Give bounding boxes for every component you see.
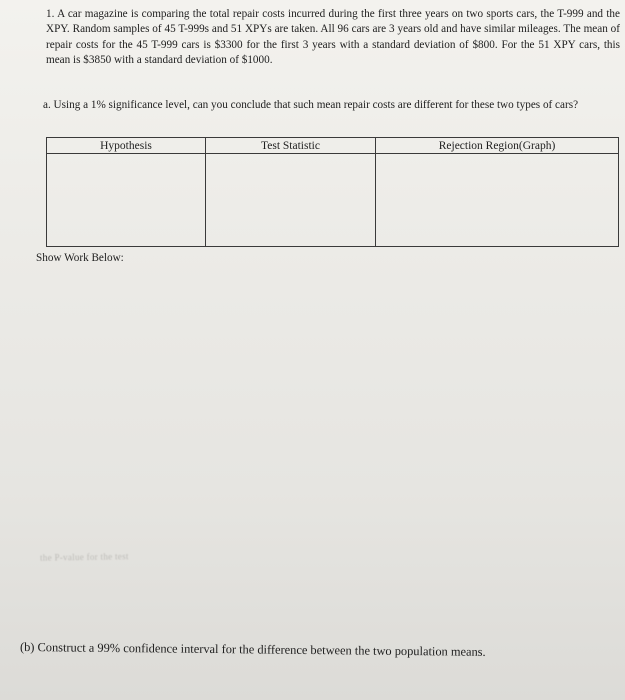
header-hypothesis: Hypothesis <box>47 138 206 154</box>
header-test-statistic: Test Statistic <box>206 138 376 154</box>
part-b-question: (b) Construct a 99% confidence interval for the difference between the two population means. <box>19 640 486 659</box>
cell-test-statistic[interactable] <box>206 154 376 247</box>
problem-statement: 1. A car magazine is comparing the total repair costs incurred during the first three years on two sports cars, the T-999 and the XPY. Random samples of 45 T-999s and 51 XPYs are taken. All 96 cars are 3 years old and have similar mileages. The mean of repair costs for the 45 T-999 cars is $3300 for the first 3 years with a standard deviation of $800. For the 51 XPY cars, this mean is $3850 with a standard deviation of $1000. <box>46 8 620 67</box>
show-work-label: Show Work Below: <box>36 252 124 264</box>
answer-table-header-row <box>47 138 619 154</box>
answer-table <box>46 137 619 247</box>
bleed-through-text: the P-value for the test <box>39 551 129 563</box>
cell-rejection-region[interactable] <box>376 154 619 247</box>
header-rejection-region: Rejection Region(Graph) <box>376 138 619 154</box>
answer-table-row <box>47 154 619 247</box>
part-a-question: a. Using a 1% significance level, can you conclude that such mean repair costs are different for these two types of cars? <box>43 99 579 111</box>
cell-hypothesis[interactable] <box>47 154 206 247</box>
